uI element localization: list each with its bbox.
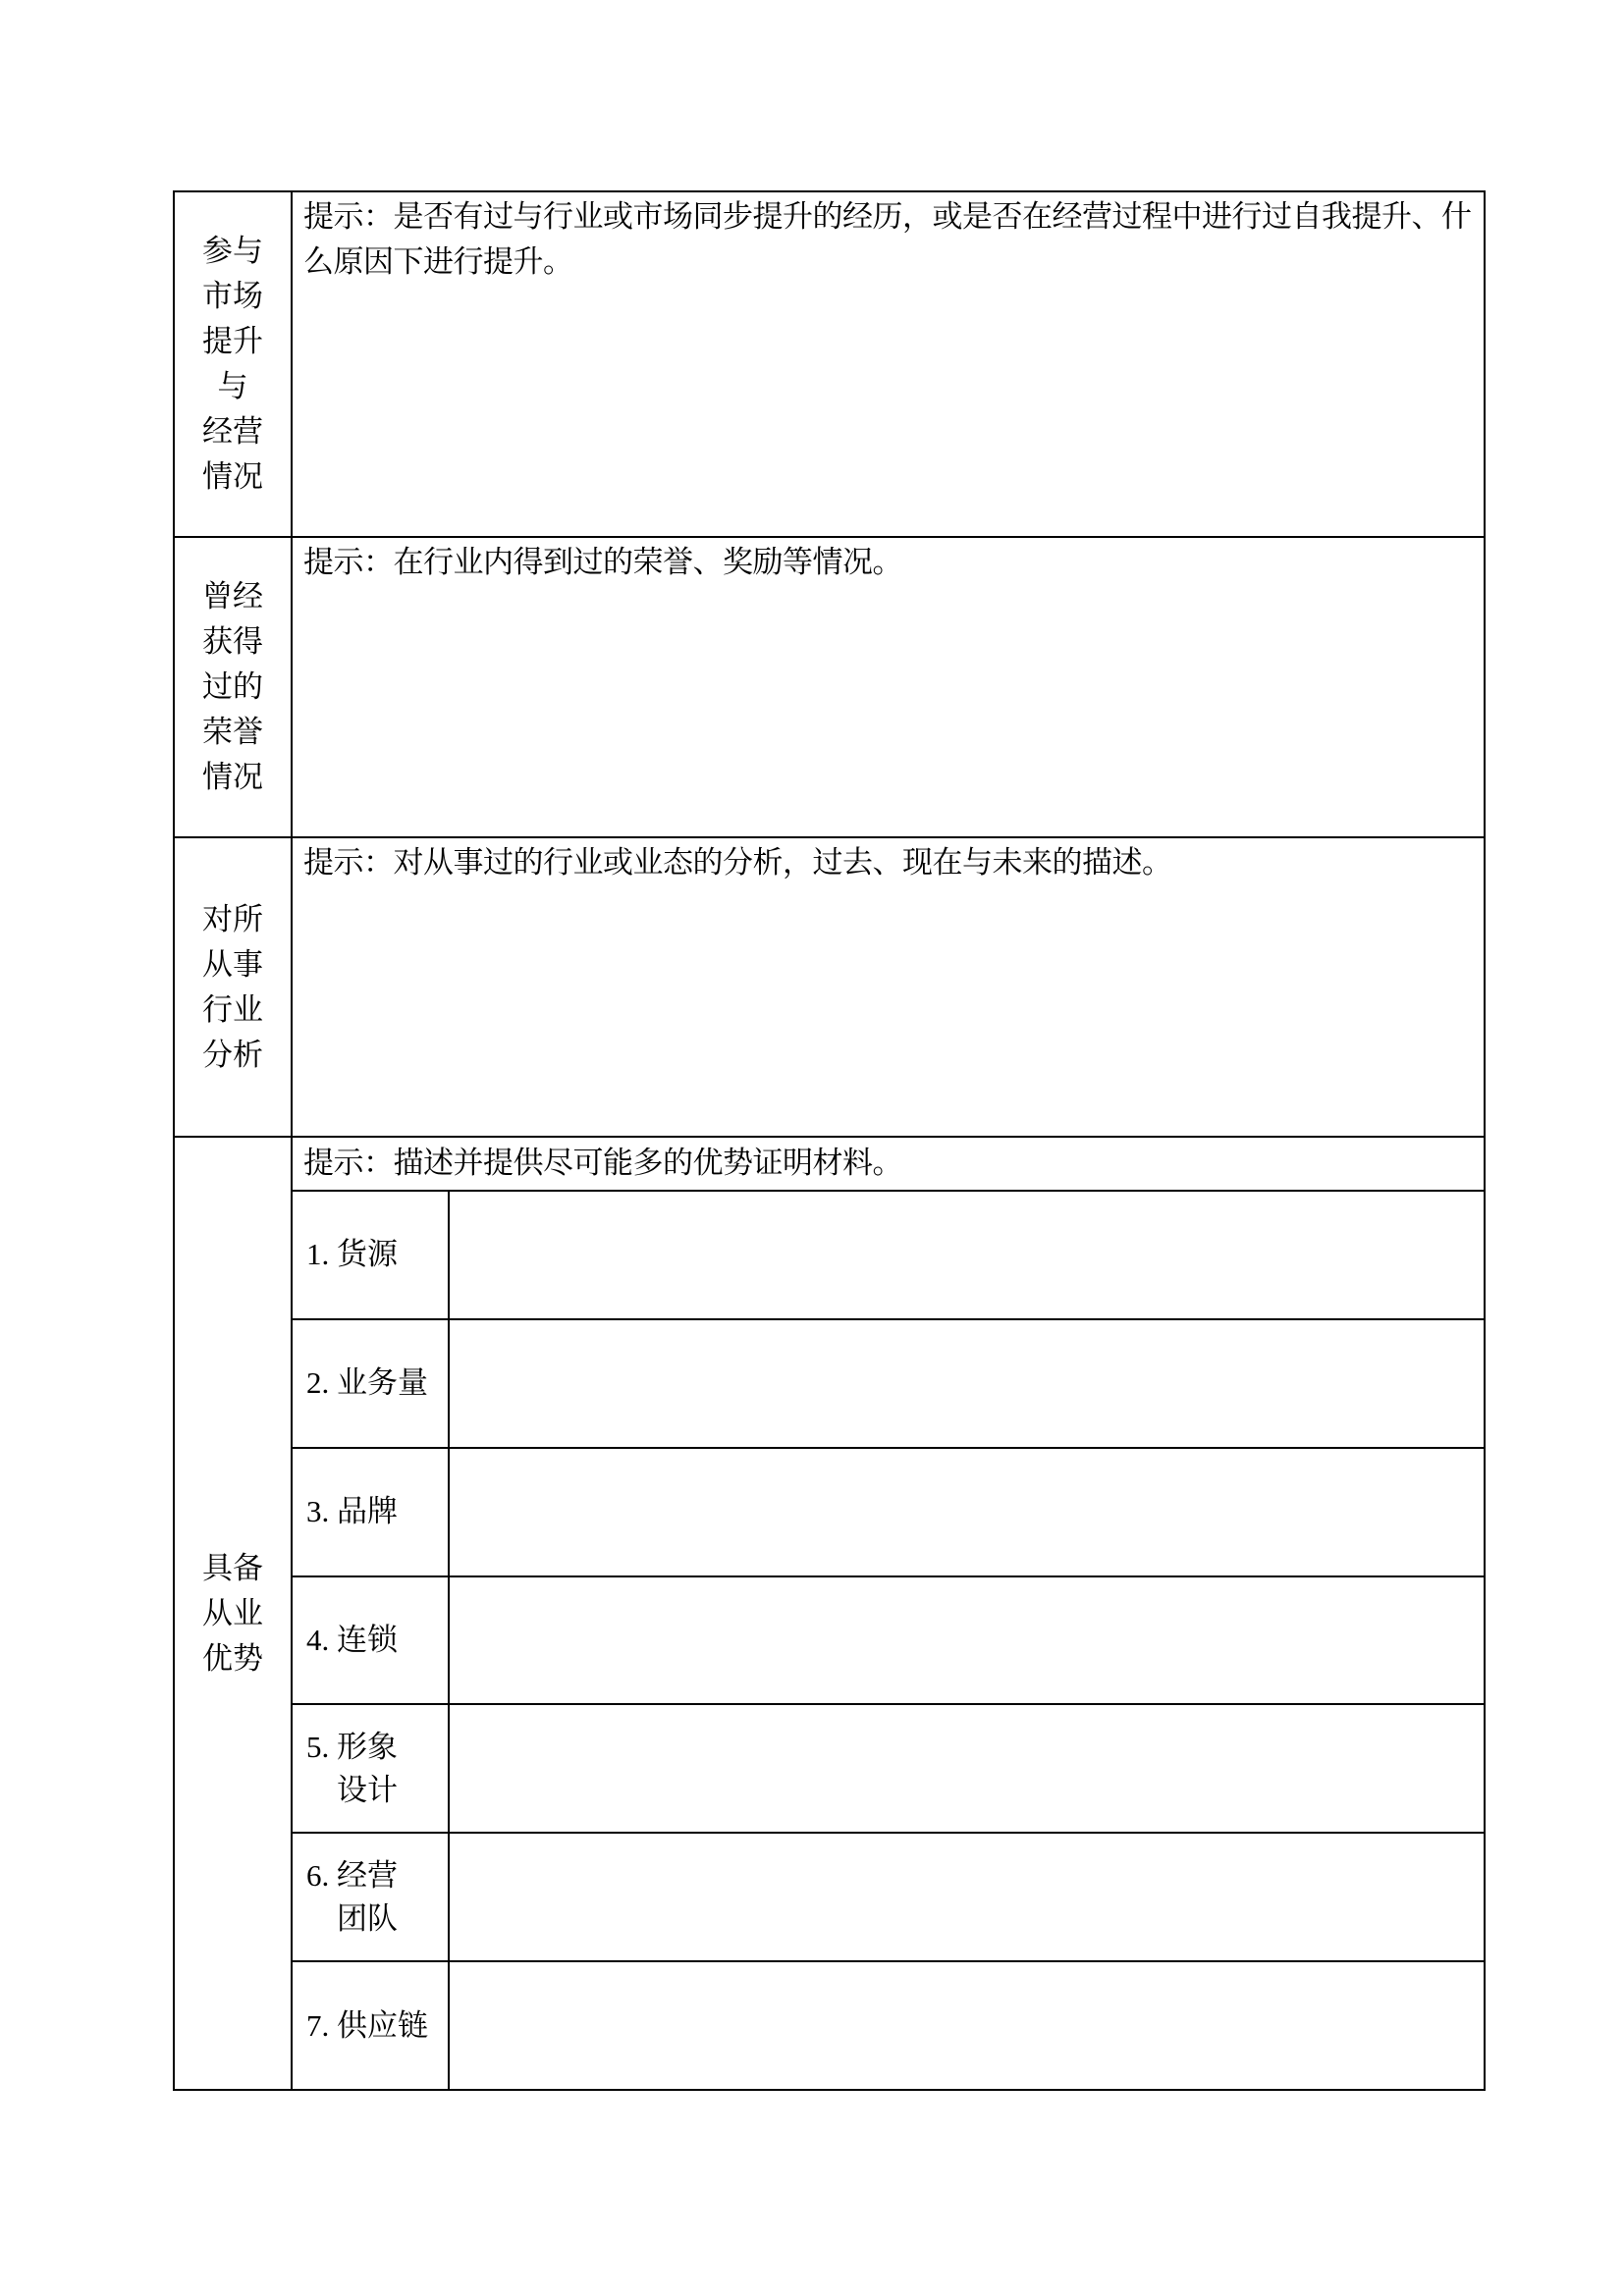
row-header-line: 提升 — [202, 324, 263, 358]
advantage-label-chain — [293, 1577, 450, 1704]
row-header-line: 从业 — [202, 1595, 263, 1630]
row-header-line: 具备 — [202, 1550, 263, 1585]
advantage-label-brand — [293, 1449, 450, 1575]
advantage-row-supply-chain — [293, 1960, 1484, 2089]
table-row-advantages — [175, 1136, 1484, 2089]
row-header-line: 参与 — [202, 234, 263, 268]
advantage-input-area-brand[interactable] — [450, 1449, 1484, 1575]
row-header-line: 获得 — [202, 624, 263, 659]
market-improvement-cell — [293, 192, 1484, 536]
advantage-label-line: 2. 业务量 — [306, 1365, 428, 1401]
advantage-label-line: 团队 — [337, 1900, 398, 1936]
advantages-sub-table — [293, 1192, 1484, 2089]
advantage-input-area-management-team[interactable] — [450, 1834, 1484, 1960]
advantage-label-line: 4. 连锁 — [306, 1623, 398, 1657]
advantage-label-line: 7. 供应链 — [306, 2007, 428, 2043]
honors-input-area[interactable] — [293, 585, 1484, 836]
advantage-input-area-image-design[interactable] — [450, 1705, 1484, 1832]
table-row-industry-analysis — [175, 836, 1484, 1136]
row-header-line: 情况 — [202, 760, 263, 794]
advantage-label-supply-chain — [293, 1962, 450, 2089]
hint-text-industry-analysis: 提示：对从事过的行业或业态的分析，过去、现在与未来的描述。 — [303, 845, 1172, 880]
advantage-input-area-supply-source[interactable] — [450, 1192, 1484, 1318]
advantage-label-line: 5. 形象 — [306, 1729, 398, 1764]
advantage-label-business-volume — [293, 1320, 450, 1447]
row-header-market-improvement — [175, 192, 293, 536]
hint-text-honors: 提示：在行业内得到过的荣誉、奖励等情况。 — [303, 545, 902, 579]
advantage-label-line: 1. 货源 — [306, 1237, 398, 1272]
advantage-row-brand — [293, 1447, 1484, 1575]
advantage-row-image-design — [293, 1703, 1484, 1832]
row-header-line: 对所 — [202, 901, 263, 936]
advantage-label-supply-source — [293, 1192, 450, 1318]
advantage-label-image-design — [293, 1705, 450, 1832]
honors-cell — [293, 538, 1484, 836]
table-row-honors — [175, 536, 1484, 836]
row-header-industry-analysis — [175, 838, 293, 1136]
row-header-line: 分析 — [202, 1037, 263, 1072]
row-header-advantages — [175, 1138, 293, 2089]
row-header-line: 优势 — [202, 1640, 263, 1676]
advantage-row-chain — [293, 1575, 1484, 1704]
advantage-label-line: 设计 — [337, 1772, 398, 1807]
business-form-table — [173, 190, 1486, 2091]
advantage-input-area-chain[interactable] — [450, 1577, 1484, 1704]
hint-text-advantages: 提示：描述并提供尽可能多的优势证明材料。 — [303, 1146, 902, 1180]
advantage-row-management-team — [293, 1832, 1484, 1960]
advantage-row-business-volume — [293, 1318, 1484, 1447]
industry-analysis-input-area[interactable] — [293, 885, 1484, 1136]
market-improvement-input-area[interactable] — [293, 285, 1484, 536]
hint-text-market-improvement: 提示：是否有过与行业或市场同步提升的经历，或是否在经营过程中进行过自我提升、什么原因下进行提升。 — [303, 199, 1472, 279]
advantage-label-management-team — [293, 1834, 450, 1960]
row-header-line: 情况 — [202, 459, 263, 494]
row-header-line: 荣誉 — [202, 715, 263, 749]
hint-cell-advantages — [293, 1138, 1484, 1192]
advantage-input-area-supply-chain[interactable] — [450, 1962, 1484, 2089]
advantages-cell — [293, 1138, 1484, 2089]
row-header-line: 行业 — [202, 991, 263, 1027]
row-header-line: 过的 — [202, 669, 263, 704]
row-header-line: 经营 — [202, 414, 263, 449]
advantage-label-line: 3. 品牌 — [306, 1494, 398, 1529]
row-header-line: 曾经 — [202, 579, 263, 614]
row-header-line: 市场 — [202, 279, 263, 313]
row-header-line: 从事 — [202, 946, 263, 982]
advantage-input-area-business-volume[interactable] — [450, 1320, 1484, 1447]
table-row-market-improvement — [175, 192, 1484, 536]
advantage-row-supply-source — [293, 1192, 1484, 1318]
advantage-label-line: 6. 经营 — [306, 1857, 398, 1893]
row-header-honors — [175, 538, 293, 836]
row-header-line: 与 — [217, 369, 248, 403]
industry-analysis-cell — [293, 838, 1484, 1136]
